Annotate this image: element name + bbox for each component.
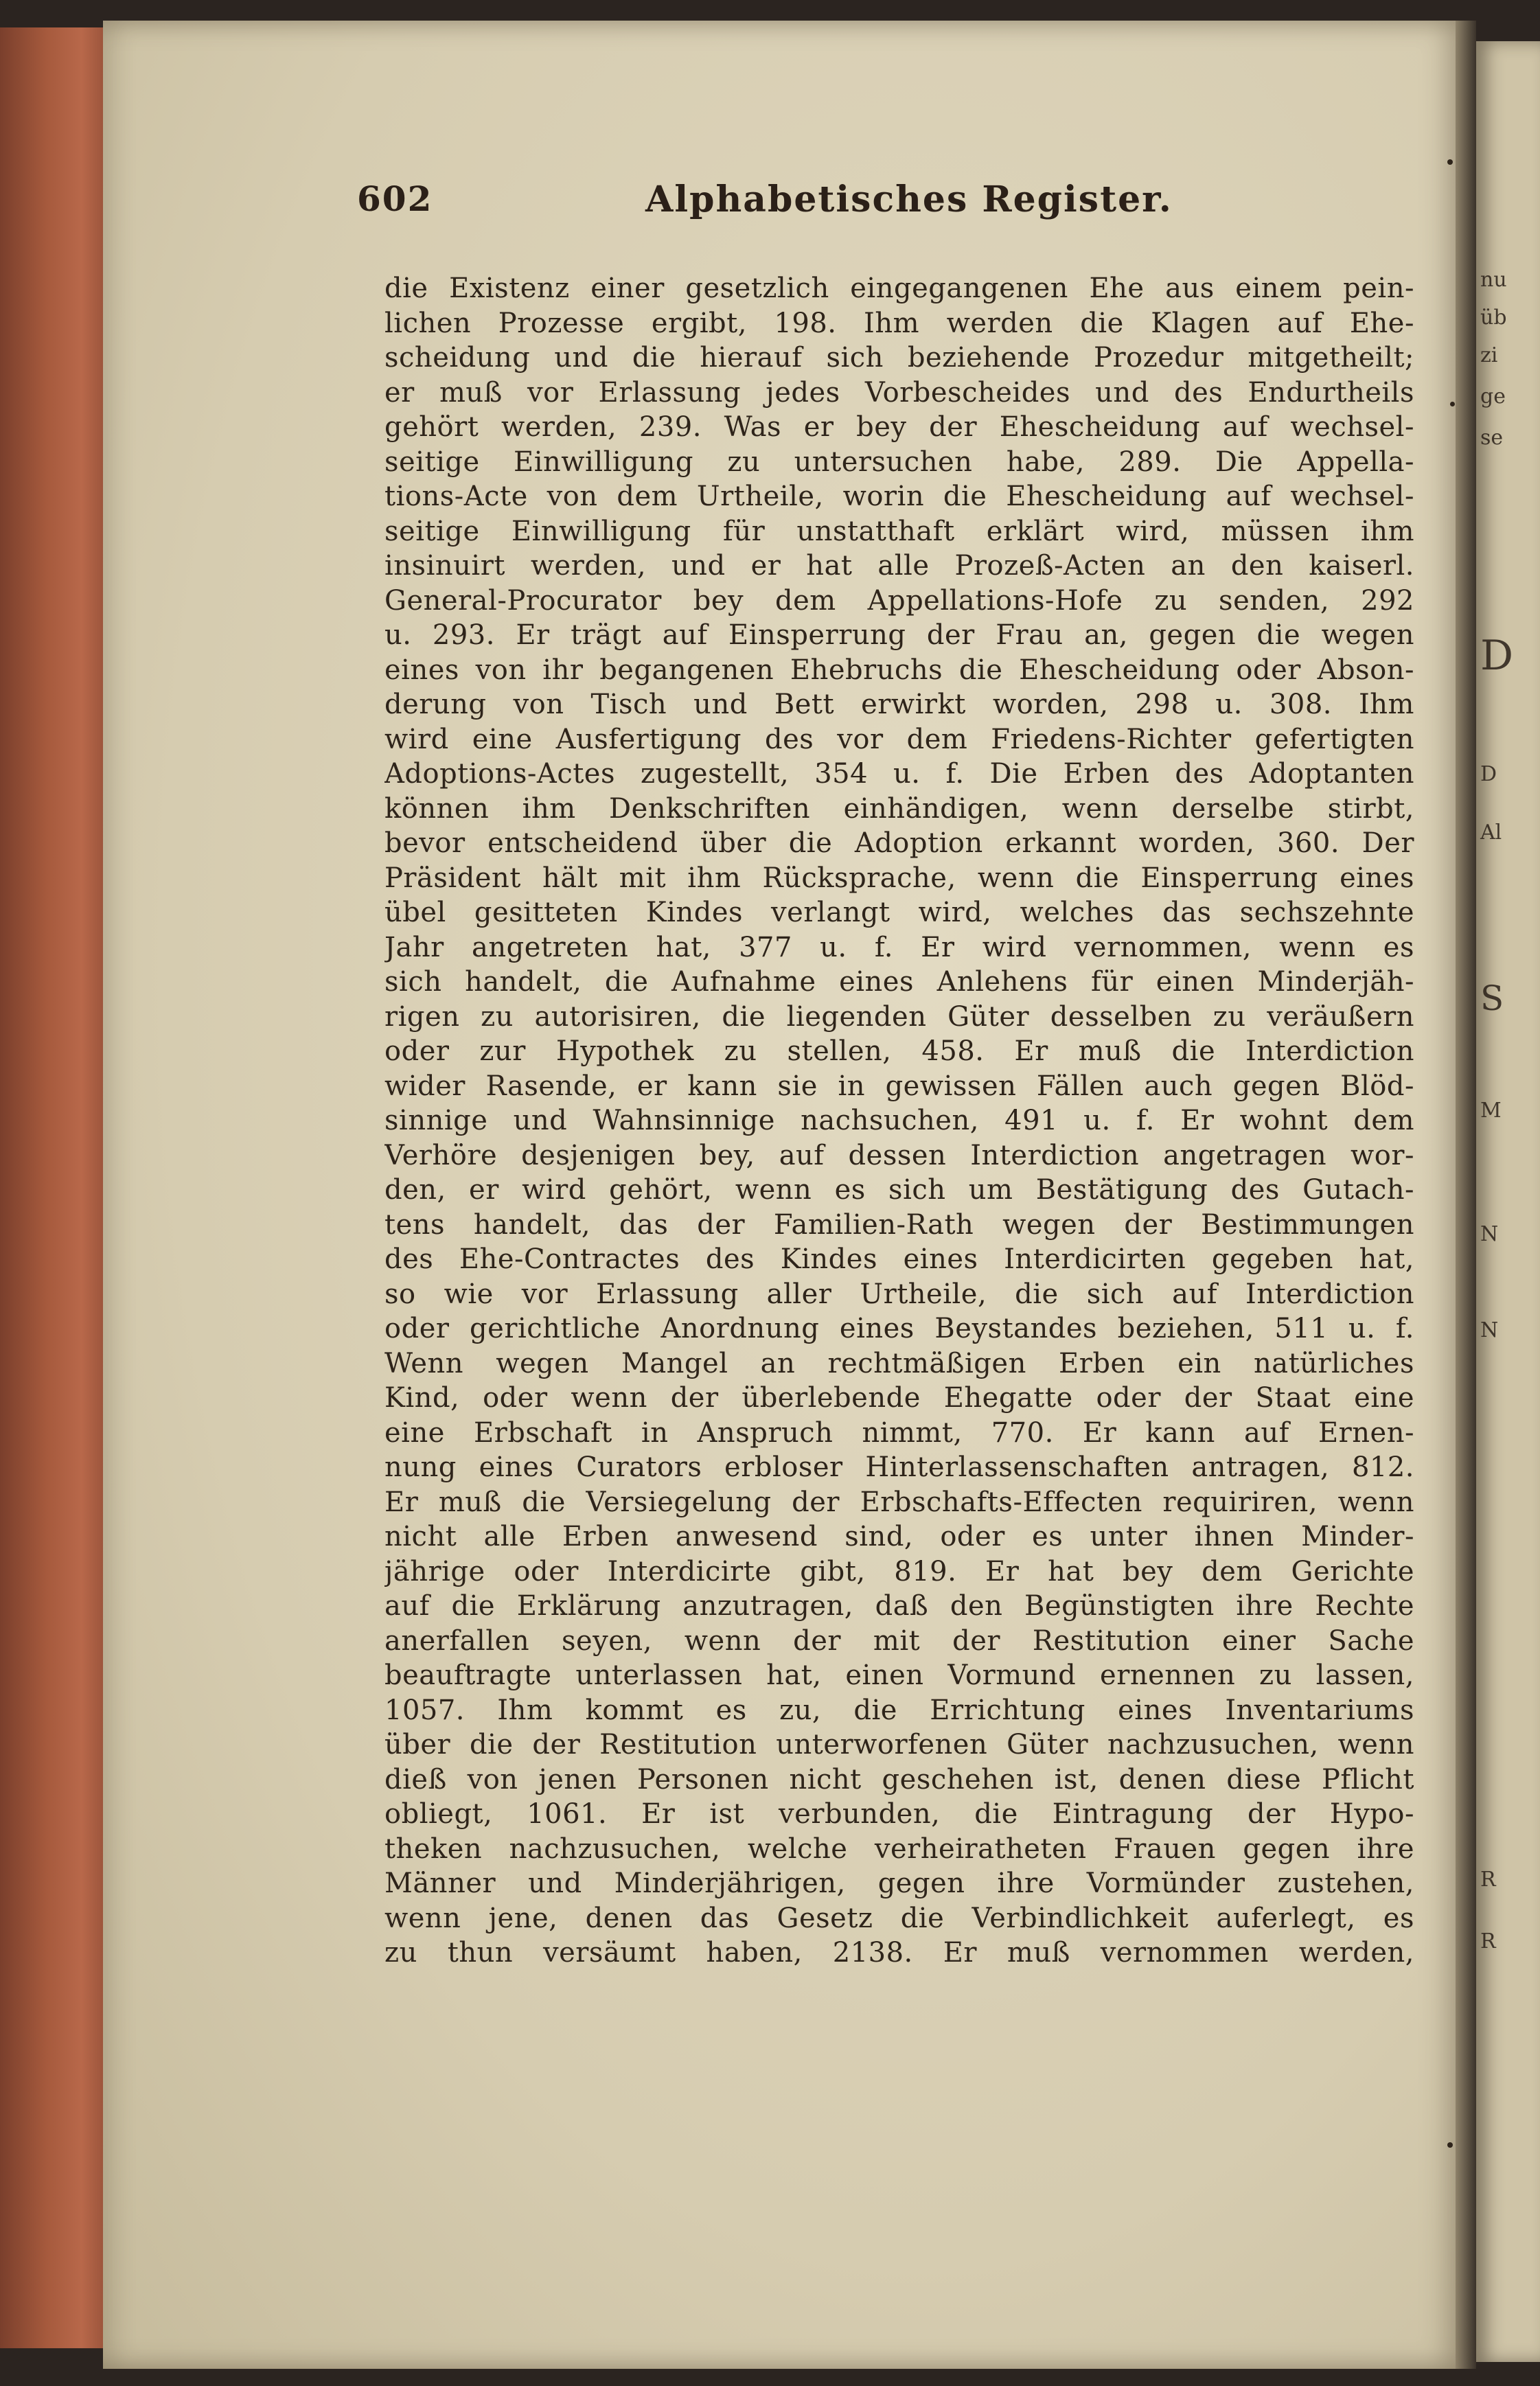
text-line: u. 293. Er trägt auf Einsperrung der Frau an, gegen die wegen <box>384 619 1414 651</box>
facing-fragment: R <box>1480 1929 1496 1953</box>
text-line: wenn jene, denen das Gesetz die Verbindlichkeit auferlegt, es <box>384 1902 1414 1934</box>
text-line: seitige Einwilligung für unstatthaft erklärt wird, müssen ihm <box>384 515 1414 547</box>
ink-speck <box>1447 159 1453 165</box>
page-header <box>357 179 1469 227</box>
page-edge <box>0 27 117 2348</box>
facing-fragment: D <box>1480 762 1497 786</box>
register-entry-text <box>384 271 1414 2005</box>
text-line: so wie vor Erlassung aller Urtheile, die sich auf Interdiction <box>384 1278 1414 1310</box>
text-line: dieß von jenen Personen nicht geschehen ist, denen diese Pflicht <box>384 1763 1414 1796</box>
text-line: Adoptions-Actes zugestellt, 354 u. f. Die Erben des Adoptanten <box>384 758 1414 790</box>
facing-fragment: se <box>1480 426 1504 450</box>
text-line: wird eine Ausfertigung des vor dem Friedens-Richter gefertigten <box>384 723 1414 755</box>
text-line: 1057. Ihm kommt es zu, die Errichtung eines Inventariums <box>384 1694 1414 1726</box>
text-line: beauftragte unterlassen hat, einen Vormund ernennen zu lassen, <box>384 1660 1414 1691</box>
text-line: können ihm Denkschriften einhändigen, wenn derselbe stirbt, <box>384 792 1414 825</box>
text-line: die Existenz einer gesetzlich eingegangenen Ehe aus einem pein- <box>384 273 1414 304</box>
facing-page-fragment <box>1476 41 1540 2362</box>
text-line: derung von Tisch und Bett erwirkt worden, 298 u. 308. Ihm <box>384 689 1414 720</box>
text-line: scheidung und die hierauf sich beziehende Prozedur mitgetheilt; <box>384 342 1414 374</box>
text-line: nicht alle Erben anwesend sind, oder es unter ihnen Minder- <box>384 1521 1414 1552</box>
text-line: oder gerichtliche Anordnung eines Beystandes beziehen, 511 u. f. <box>384 1313 1414 1344</box>
text-line: übel gesitteten Kindes verlangt wird, welches das sechszehnte <box>384 897 1414 928</box>
text-line: zu thun versäumt haben, 2138. Er muß vernommen werden, <box>384 1937 1414 1969</box>
facing-fragment: üb <box>1480 306 1507 330</box>
text-line: Verhöre desjenigen bey, auf dessen Interdiction angetragen wor- <box>384 1139 1414 1171</box>
text-line: General-Procurator bey dem Appellations-Hofe zu senden, 292 <box>384 584 1414 617</box>
facing-fragment: N <box>1480 1222 1499 1246</box>
text-line: Wenn wegen Mangel an rechtmäßigen Erben ein natürliches <box>384 1347 1414 1379</box>
facing-fragment: Al <box>1480 821 1502 845</box>
text-line: er muß vor Erlassung jedes Vorbescheides und des Endurtheils <box>384 376 1414 409</box>
text-line: Er muß die Versiegelung der Erbschafts-Effecten requiriren, wenn <box>384 1486 1414 1518</box>
text-line: nung eines Curators erbloser Hinterlassenschaften antragen, 812. <box>384 1452 1414 1483</box>
running-title: Alphabetisches Register. <box>645 179 1173 220</box>
text-line: gehört werden, 239. Was er bey der Ehescheidung auf wechsel- <box>384 411 1414 443</box>
facing-fragment: D <box>1480 632 1514 680</box>
text-line: insinuirt werden, und er hat alle Prozeß-Acten an den kaiserl. <box>384 550 1414 582</box>
text-line: Präsident hält mit ihm Rücksprache, wenn die Einsperrung eines <box>384 862 1414 894</box>
book-gutter <box>1456 21 1476 2369</box>
text-line: auf die Erklärung anzutragen, daß den Begünstigten ihre Rechte <box>384 1590 1414 1622</box>
text-line: eines von ihr begangenen Ehebruchs die Ehescheidung oder Abson- <box>384 654 1414 686</box>
text-line <box>384 1971 1414 2006</box>
text-line: rigen zu autorisiren, die liegenden Güter desselben zu veräußern <box>384 1000 1414 1033</box>
text-line: über die der Restitution unterworfenen Güter nachzusuchen, wenn <box>384 1729 1414 1760</box>
ink-speck <box>1450 402 1455 406</box>
text-line: eine Erbschaft in Anspruch nimmt, 770. Er kann auf Ernen- <box>384 1416 1414 1449</box>
facing-fragment: zi <box>1480 343 1498 367</box>
ink-speck <box>1447 2142 1453 2148</box>
facing-fragment: R <box>1480 1868 1496 1892</box>
page-number: 602 <box>357 179 433 219</box>
facing-fragment: nu <box>1480 268 1507 292</box>
text-line: anerfallen seyen, wenn der mit der Restitution einer Sache <box>384 1625 1414 1657</box>
text-line: Kind, oder wenn der überlebende Ehegatte oder der Staat eine <box>384 1382 1414 1414</box>
text-line: sich handelt, die Aufnahme eines Anlehens für einen Minderjäh- <box>384 966 1414 998</box>
text-line: den, er wird gehört, wenn es sich um Bestätigung des Gutach- <box>384 1174 1414 1206</box>
text-line: Männer und Minderjährigen, gegen ihre Vormünder zustehen, <box>384 1868 1414 1899</box>
text-line: bevor entscheidend über die Adoption erkannt worden, 360. Der <box>384 827 1414 859</box>
text-line: lichen Prozesse ergibt, 198. Ihm werden die Klagen auf Ehe- <box>384 307 1414 339</box>
text-line: obliegt, 1061. Er ist verbunden, die Eintragung der Hypo- <box>384 1798 1414 1830</box>
text-line: theken nachzusuchen, welche verheiratheten Frauen gegen ihre <box>384 1833 1414 1865</box>
text-line: tions-Acte von dem Urtheile, worin die Ehescheidung auf wechsel- <box>384 481 1414 512</box>
text-line: des Ehe-Contractes des Kindes eines Interdicirten gegeben hat, <box>384 1243 1414 1275</box>
facing-fragment: ge <box>1480 385 1506 409</box>
text-line: tens handelt, das der Familien-Rath wegen der Bestimmungen <box>384 1208 1414 1241</box>
facing-fragment: M <box>1480 1099 1502 1123</box>
text-line: oder zur Hypothek zu stellen, 458. Er muß die Interdiction <box>384 1035 1414 1067</box>
text-line: jährige oder Interdicirte gibt, 819. Er hat bey dem Gerichte <box>384 1555 1414 1587</box>
text-line: wider Rasende, er kann sie in gewissen Fällen auch gegen Blöd- <box>384 1070 1414 1102</box>
facing-fragment: S <box>1480 978 1504 1018</box>
facing-fragment: N <box>1480 1318 1499 1342</box>
text-line: seitige Einwilligung zu untersuchen habe, 289. Die Appella- <box>384 446 1414 478</box>
text-line: Jahr angetreten hat, 377 u. f. Er wird vernommen, wenn es <box>384 931 1414 963</box>
text-line: sinnige und Wahnsinnige nachsuchen, 491 u. f. Er wohnt dem <box>384 1105 1414 1136</box>
